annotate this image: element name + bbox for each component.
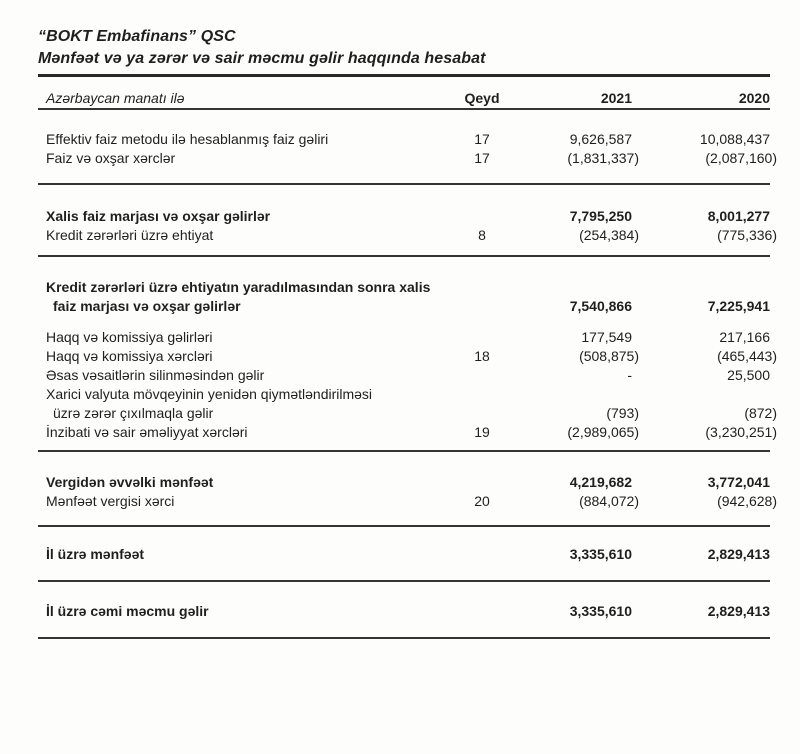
value-2021: (793) <box>606 405 639 421</box>
table-row <box>38 492 777 511</box>
table-row <box>38 226 777 245</box>
row-label: Xalis faiz marjası və oxşar gəlirlər <box>46 208 271 224</box>
value-2021: (508,875) <box>579 348 639 364</box>
value-2020: 10,088,437 <box>699 131 770 147</box>
note-cell: 17 <box>474 150 490 166</box>
table-row <box>38 347 777 366</box>
section-interest-income <box>38 110 777 183</box>
value-2021: 4,219,682 <box>569 474 632 490</box>
value-2020: (775,336) <box>717 227 777 243</box>
column-header-2020: 2020 <box>738 90 770 106</box>
value-2020: (2,087,160) <box>705 150 777 166</box>
row-label: Mənfəət vergisi xərci <box>46 493 175 509</box>
table-row <box>38 385 777 423</box>
divider-under-title <box>38 74 770 77</box>
value-2020: (3,230,251) <box>705 424 777 440</box>
column-header-2021: 2021 <box>600 90 632 106</box>
note-cell: 17 <box>474 131 490 147</box>
value-2021: 9,626,587 <box>569 131 632 147</box>
value-2020: 8,001,277 <box>707 208 770 224</box>
table-row <box>38 602 770 621</box>
row-label: Vergidən əvvəlki mənfəət <box>46 474 214 490</box>
row-label: Kredit zərərləri üzrə ehtiyat <box>46 227 214 243</box>
row-label: İl üzrə mənfəət <box>46 546 145 562</box>
value-2021: - <box>627 367 632 383</box>
section-net-interest-margin <box>38 185 777 255</box>
value-2020: 7,225,941 <box>707 298 770 314</box>
note-cell: 18 <box>474 348 490 364</box>
row-label: Effektiv faiz metodu ilə hesablanmış faiz gəliri <box>46 131 329 147</box>
table-row <box>38 130 770 149</box>
table-row <box>38 328 770 347</box>
row-label: İl üzrə cəmi məcmu gəlir <box>46 603 209 619</box>
company-title: “BOKT Embafinans” QSC <box>38 28 236 45</box>
financial-statement-document <box>38 0 777 639</box>
value-2020: 3,772,041 <box>707 474 770 490</box>
row-label-line2: faiz marjası və oxşar gəlirlər <box>53 298 241 314</box>
value-2021: (254,384) <box>579 227 639 243</box>
value-2021: 7,795,250 <box>569 208 632 224</box>
value-2021: (884,072) <box>579 493 639 509</box>
table-row <box>38 366 770 385</box>
table-row <box>38 545 770 564</box>
table-row <box>38 278 770 316</box>
row-label: Haqq və komissiya xərcləri <box>46 348 213 364</box>
value-2020: 25,500 <box>727 367 770 383</box>
value-2021: 3,335,610 <box>569 546 632 562</box>
note-cell: 20 <box>474 493 490 509</box>
row-label: Əsas vəsaitlərin silinməsindən gəlir <box>46 367 265 383</box>
value-2021: 3,335,610 <box>569 603 632 619</box>
row-label: Haqq və komissiya gəlirləri <box>46 329 213 345</box>
note-cell: 8 <box>478 227 486 243</box>
column-header-note: Qeyd <box>464 90 500 106</box>
section-profit-before-tax <box>38 452 777 525</box>
row-label: Faiz və oxşar xərclər <box>46 150 176 166</box>
row-label: İnzibati və sair əməliyyat xərcləri <box>46 424 248 440</box>
table-header-row <box>38 90 770 106</box>
value-2021: 7,540,866 <box>569 298 632 314</box>
value-2021: (1,831,337) <box>567 150 639 166</box>
table-row <box>38 149 777 168</box>
column-header-currency: Azərbaycan manatı ilə <box>46 90 185 106</box>
income-statement-table <box>38 90 777 639</box>
statement-title: Mənfəət və ya zərər və sair məcmu gəlir haqqında hesabat <box>38 50 486 67</box>
row-label-line2: üzrə zərər çıxılmaqla gəlir <box>53 405 214 421</box>
value-2020: (942,628) <box>717 493 777 509</box>
section-total-comprehensive-income <box>38 582 770 637</box>
section-operating-items <box>38 257 777 450</box>
table-row <box>38 207 770 226</box>
value-2020: (465,443) <box>717 348 777 364</box>
value-2020: 2,829,413 <box>707 546 770 562</box>
table-row <box>38 473 770 492</box>
table-row <box>38 423 777 442</box>
value-2020: 217,166 <box>719 329 770 345</box>
value-2021: 177,549 <box>581 329 632 345</box>
value-2020: (872) <box>744 405 777 421</box>
section-profit-for-year <box>38 527 770 580</box>
value-2021: (2,989,065) <box>567 424 639 440</box>
row-label-line1: Xarici valyuta mövqeyinin yenidən qiymətləndirilməsi <box>46 386 373 402</box>
bottom-divider <box>38 637 770 639</box>
document-header <box>38 26 770 70</box>
note-cell: 19 <box>474 424 490 440</box>
value-2020: 2,829,413 <box>707 603 770 619</box>
row-label-line1: Kredit zərərləri üzrə ehtiyatın yaradılmasından sonra xalis <box>46 279 431 295</box>
